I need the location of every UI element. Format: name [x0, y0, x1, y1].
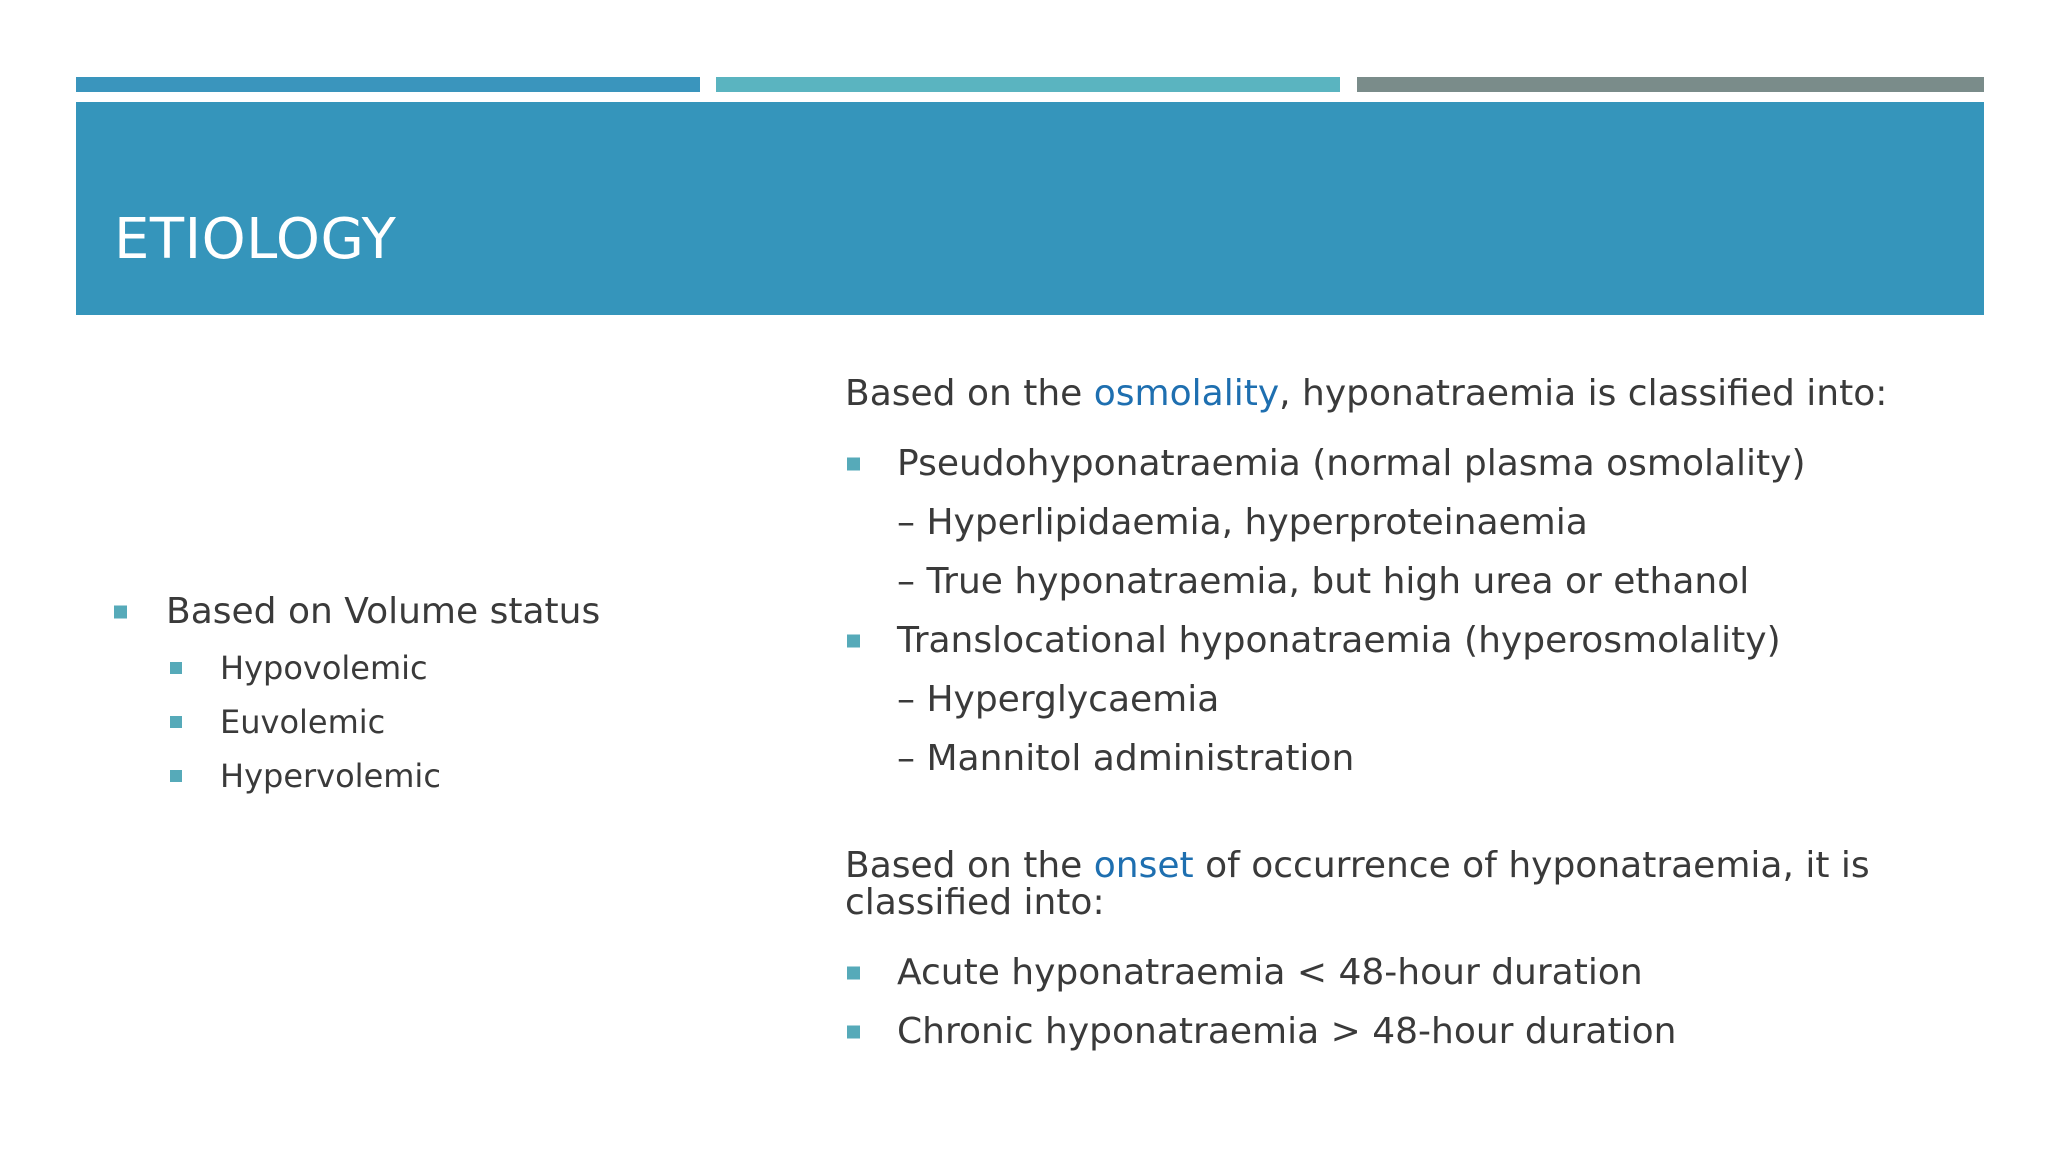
list-item-label: Hypovolemic — [220, 649, 428, 687]
list-item-euvolemic — [114, 695, 814, 749]
osmolality-keyword: osmolality — [1093, 373, 1280, 414]
list-item-chronic-hyponatraemia — [845, 1002, 1965, 1061]
sub-item — [845, 552, 1965, 611]
list-item-acute-hyponatraemia — [845, 943, 1965, 1002]
square-bullet-icon — [114, 605, 127, 618]
list-item-label: Based on Volume status — [166, 591, 601, 632]
list-item-label: Translocational hyponatraemia (hyperosmolality) — [897, 620, 1781, 661]
top-accent-bar-3 — [1357, 77, 1984, 92]
heading-text: of occurrence of hyponatraemia, it is classified into: — [845, 845, 1870, 923]
list-item-label: Euvolemic — [220, 703, 386, 741]
heading-text: Based on the — [845, 845, 1094, 886]
square-bullet-icon — [847, 634, 860, 647]
volume-status-list — [114, 582, 814, 803]
square-bullet-icon — [170, 770, 182, 782]
onset-keyword: onset — [1093, 845, 1194, 886]
onset-heading — [845, 847, 1965, 921]
list-item-hypovolemic — [114, 641, 814, 695]
sub-item-label: – Mannitol administration — [897, 738, 1355, 779]
square-bullet-icon — [170, 662, 182, 674]
sub-item — [845, 670, 1965, 729]
osmolality-heading — [845, 375, 1965, 412]
sub-item-label: – Hyperlipidaemia, hyperproteinaemia — [897, 502, 1588, 543]
list-item-translocational-hyponatraemia — [845, 611, 1965, 670]
slide-title: ETIOLOGY — [114, 207, 397, 272]
list-item-volume-status — [114, 582, 814, 641]
title-band — [76, 102, 1984, 315]
sub-item-label: – True hyponatraemia, but high urea or ethanol — [897, 561, 1750, 602]
top-accent-bar-2 — [716, 77, 1340, 92]
heading-text: , hyponatraemia is classified into: — [1279, 373, 1888, 414]
heading-text: Based on the — [845, 373, 1094, 414]
top-accent-bar-1 — [76, 77, 700, 92]
sub-item — [845, 729, 1965, 788]
sub-item — [845, 493, 1965, 552]
list-item-label: Pseudohyponatraemia (normal plasma osmolality) — [897, 443, 1806, 484]
list-item-hypervolemic — [114, 749, 814, 803]
list-item-label: Hypervolemic — [220, 757, 441, 795]
list-item-pseudohyponatraemia — [845, 434, 1965, 493]
list-item-label: Acute hyponatraemia < 48-hour duration — [897, 952, 1643, 993]
list-item-label: Chronic hyponatraemia > 48-hour duration — [897, 1011, 1677, 1052]
sub-item-label: – Hyperglycaemia — [897, 679, 1220, 720]
square-bullet-icon — [847, 457, 860, 470]
square-bullet-icon — [847, 966, 860, 979]
square-bullet-icon — [847, 1025, 860, 1038]
square-bullet-icon — [170, 716, 182, 728]
classification-content — [845, 375, 1965, 1061]
